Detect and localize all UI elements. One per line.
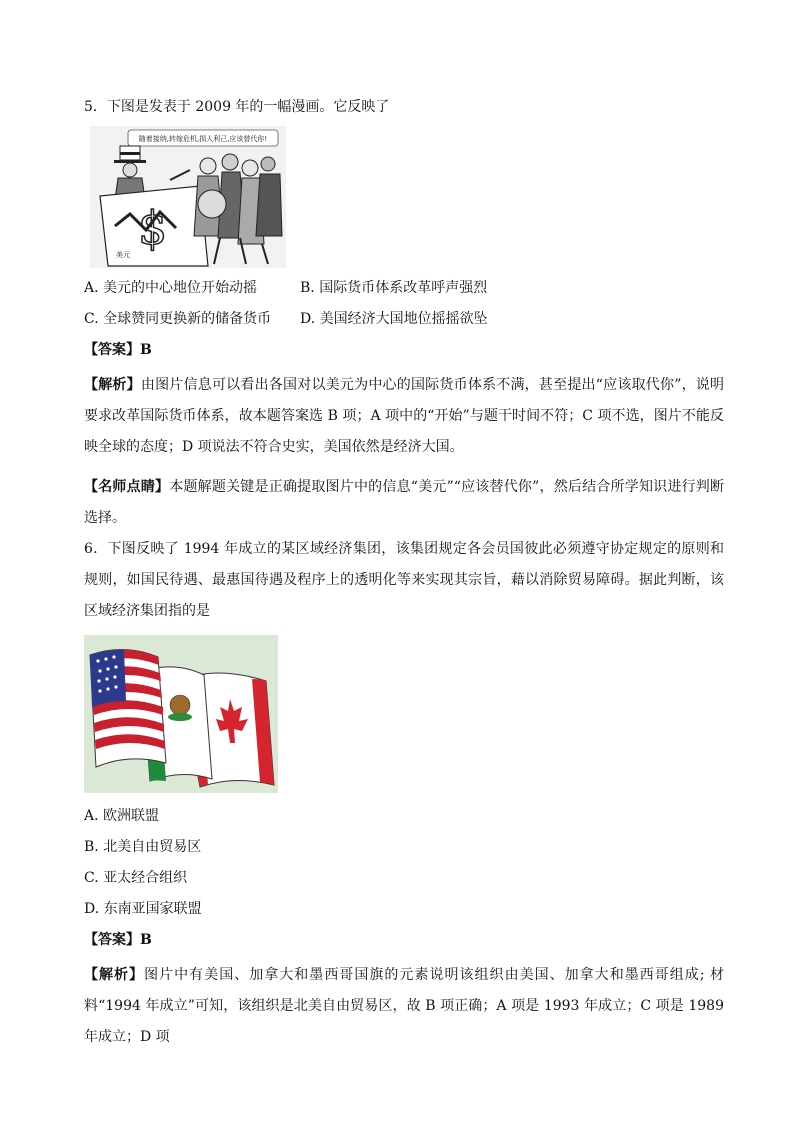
q5-options-row-1 [84, 277, 724, 299]
q5-option-d: D. 美国经济大国地位摇摇欲坠 [300, 311, 488, 327]
flags-drawing [84, 635, 278, 793]
q5-teacher-tip [84, 472, 724, 534]
q5-tip-label: 【名师点睛】 [84, 479, 170, 495]
q5-answer: 【答案】B [84, 342, 152, 358]
q5-analysis-text: 由图片信息可以看出各国对以美元为中心的国际货币体系不满，甚至提出“应该取代你”，说明要求改革国际货币体系，故本题答案选 B 项；A 项中的“开始”与题干时间不符；C 项不选，图片不能反映全球的态度；D 项说法不符合史实，美国依然是经济大国。 [84, 377, 725, 455]
q6-analysis [84, 960, 724, 1053]
q5-analysis-label: 【解析】 [84, 377, 141, 393]
q5-option-a: A. 美元的中心地位开始动摇 [84, 280, 258, 296]
q6-answer: 【答案】B [84, 932, 152, 948]
svg-text:$: $ [138, 201, 168, 255]
q6-option-c: C. 亚太经合组织 [84, 870, 188, 886]
q5-stem: 5．下图是发表于 2009 年的一幅漫画。它反映了 [84, 99, 390, 115]
q5-options-row-2 [84, 308, 724, 330]
nafta-flags-image [84, 635, 278, 793]
q6-analysis-label: 【解析】 [84, 967, 145, 983]
cartoon-speech-bubble: 随着接纳,转嫁危机,损人利己,应该替代你! [138, 135, 268, 143]
q5-analysis [84, 370, 724, 463]
document-page [84, 96, 724, 1053]
q6-option-a: A. 欧洲联盟 [84, 808, 160, 824]
q6-option-d: D. 东南亚国家联盟 [84, 901, 202, 917]
q5-option-b: B. 国际货币体系改革呼声强烈 [300, 280, 488, 296]
q6-analysis-text: 图片中有美国、加拿大和墨西哥国旗的元素说明该组织由美国、加拿大和墨西哥组成; 材料“1994 年成立”可知，该组织是北美自由贸易区，故 B 项正确；A 项是 1993 年成立；C 项是 1989 年成立；D 项 [84, 967, 725, 1045]
q5-tip-text: 本题解题关键是正确提取图片中的信息“美元”“应该替代你”，然后结合所学知识进行判断选择。 [84, 479, 724, 526]
q6-option-b: B. 北美自由贸易区 [84, 839, 202, 855]
q6-stem: 6．下图反映了 1994 年成立的某区域经济集团，该集团规定各会员国彼此必须遵守协定规定的原则和规则，如国民待遇、最惠国待遇及程序上的透明化等来实现其宗旨，藉以消除贸易障碍。据此判断，该区域经济集团指的是 [84, 541, 724, 619]
cartoon-dollar-label: 美元 [116, 251, 130, 259]
cartoon-drawing [90, 126, 286, 268]
dollar-cartoon-image [90, 126, 286, 268]
q5-option-c: C. 全球赞同更换新的储备货币 [84, 311, 272, 327]
